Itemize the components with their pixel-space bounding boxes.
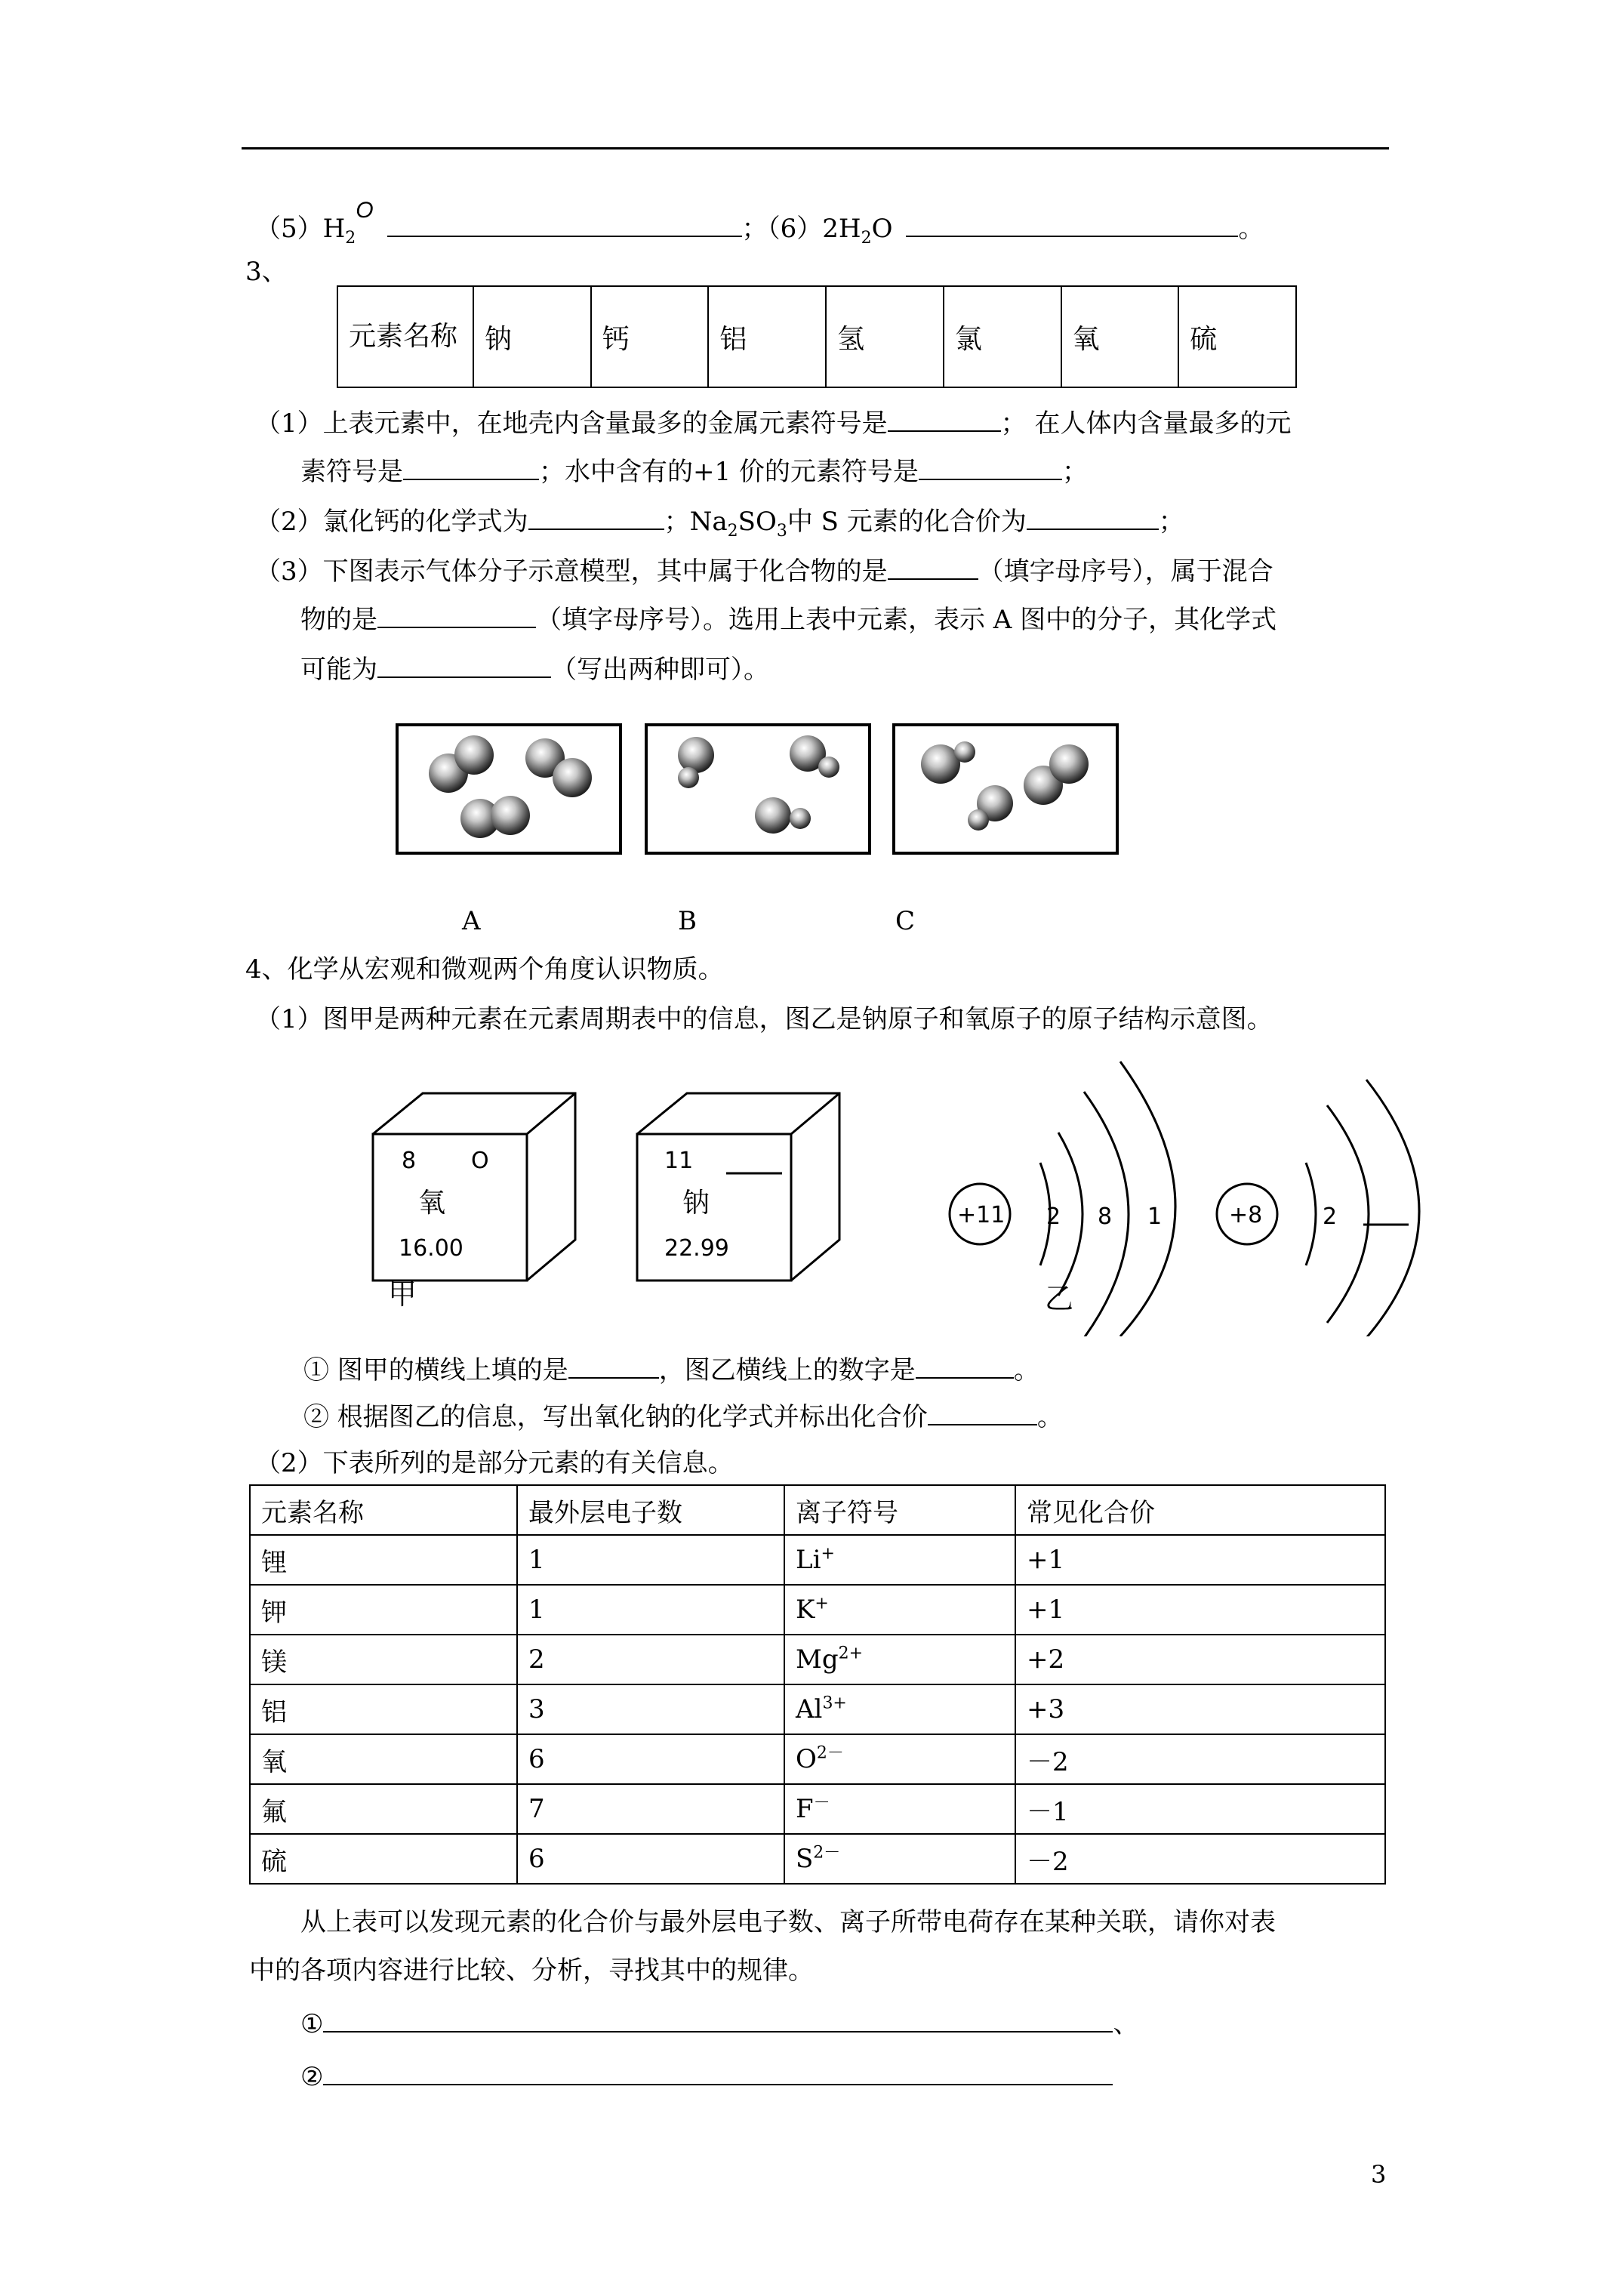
q3-part2: （2）氯化钙的化学式为 ；$Na_2SO_3$中 S 元素的化合价为 ；	[255, 507, 1184, 541]
q4-part1: （1）图甲是两种元素在元素周期表中的信息，图乙是钠原子和氧原子的原子结构示意图。	[255, 1004, 1273, 1034]
cell-ion: Li+	[784, 1535, 1015, 1585]
element-cell: 铝	[708, 286, 826, 387]
element-cell: 氯	[944, 286, 1061, 387]
cell-name: 钾	[250, 1585, 517, 1635]
cube-o-mass: 16.00	[399, 1235, 463, 1262]
table-row	[250, 1684, 1385, 1734]
element-cell: 氧	[1061, 286, 1179, 387]
cell-valence: －1	[1015, 1784, 1385, 1834]
analysis-paragraph-2: 中的各项内容进行比较、分析，寻找其中的规律。	[249, 1955, 814, 1986]
box-a	[397, 725, 621, 853]
o-nucleus: +8	[1229, 1202, 1263, 1228]
table-row	[250, 1535, 1385, 1585]
cell-valence: +1	[1015, 1585, 1385, 1635]
answer-line-1: ① 、	[300, 2009, 1139, 2039]
q3-part3-line2: 物的是 （填字母序号）。选用上表中元素，表示 A 图中的分子，其化学式	[300, 605, 1277, 635]
question-4-title: 4、化学从宏观和微观两个角度认识物质。	[245, 954, 724, 985]
na-shell-1: 2	[1046, 1203, 1061, 1230]
cell-valence: －2	[1015, 1834, 1385, 1884]
cell-name: 镁	[250, 1635, 517, 1684]
label-a: A	[462, 906, 481, 936]
na-nucleus: +11	[957, 1202, 1006, 1228]
q4-sub-1: ① 图甲的横线上填的是 ，图乙横线上的数字是 。	[303, 1355, 1039, 1385]
q3-part1-line1: （1）上表元素中，在地壳内含量最多的金属元素符号是 ； 在人体内含量最多的元	[255, 408, 1292, 439]
header-name: 元素名称	[250, 1485, 517, 1535]
cube-o-symbol: O	[471, 1148, 489, 1174]
q3-part1-line2: 素符号是 ；水中含有的+1 价的元素符号是 ；	[300, 457, 1088, 487]
cell-valence: －2	[1015, 1734, 1385, 1784]
element-cell: 硫	[1178, 286, 1296, 387]
cell-electrons: 3	[517, 1684, 784, 1734]
q3-part3-line1: （3）下图表示气体分子示意模型，其中属于化合物的是 （填字母序号），属于混合	[255, 556, 1273, 587]
na-shell-3: 1	[1147, 1203, 1163, 1230]
analysis-paragraph-1: 从上表可以发现元素的化合价与最外层电子数、离子所带电荷存在某种关联，请你对表	[300, 1907, 1276, 1937]
cube-o-number: 8	[402, 1148, 417, 1174]
question-5-6: $(5)H_2^O$；$(6)2H_2O$ 。	[255, 197, 1264, 248]
header-valence: 常见化合价	[1015, 1485, 1385, 1535]
cell-ion: F－	[784, 1784, 1015, 1834]
cell-ion: $Mg^{2+}$	[784, 1635, 1015, 1684]
question-3-number: 3、	[245, 257, 288, 287]
cube-o-name: 氧	[418, 1188, 446, 1219]
cell-electrons: 1	[517, 1535, 784, 1585]
cell-valence: +3	[1015, 1684, 1385, 1734]
label-c: C	[895, 906, 916, 936]
na-shell-2: 8	[1098, 1203, 1113, 1230]
cube-na-name: 钠	[682, 1188, 710, 1219]
molecule-models	[0, 0, 1623, 906]
q3-part3-line3: 可能为 （写出两种即可）。	[300, 655, 769, 685]
cell-electrons: 2	[517, 1635, 784, 1684]
header-electrons: 最外层电子数	[517, 1485, 784, 1535]
cell-electrons: 7	[517, 1784, 784, 1834]
element-cell: 钠	[473, 286, 591, 387]
table-row	[250, 1635, 1385, 1684]
cell-name: 锂	[250, 1535, 517, 1585]
box-c	[894, 725, 1117, 853]
structure-diagrams	[0, 1057, 1623, 1336]
element-table-header: 元素名称	[337, 286, 473, 387]
table-row	[250, 1784, 1385, 1834]
cell-name: 氟	[250, 1784, 517, 1834]
cell-ion: $O^{2-}$	[784, 1734, 1015, 1784]
cell-electrons: 6	[517, 1834, 784, 1884]
element-cell: 钙	[591, 286, 709, 387]
jia-label: 甲	[388, 1277, 417, 1311]
answer-line-2: ②	[300, 2061, 1113, 2092]
cell-ion: K+	[784, 1585, 1015, 1635]
o-shell-1: 2	[1323, 1203, 1338, 1230]
cell-ion: $Al^{3+}$	[784, 1684, 1015, 1734]
table-row	[250, 1734, 1385, 1784]
element-cell: 氢	[826, 286, 944, 387]
cell-electrons: 6	[517, 1734, 784, 1784]
q4-sub-2: ② 根据图乙的信息，写出氧化钠的化学式并标出化合价 。	[303, 1402, 1063, 1432]
table-row	[250, 1585, 1385, 1635]
yi-label: 乙	[1045, 1282, 1074, 1315]
cube-na-mass: 22.99	[664, 1235, 729, 1262]
table-header-row	[250, 1485, 1385, 1535]
page-number: 3	[1371, 2160, 1387, 2189]
cell-valence: +2	[1015, 1635, 1385, 1684]
table-row	[250, 1834, 1385, 1884]
label-b: B	[678, 906, 697, 936]
cell-name: 铝	[250, 1684, 517, 1734]
cell-electrons: 1	[517, 1585, 784, 1635]
cell-valence: +1	[1015, 1535, 1385, 1585]
cell-ion: $S^{2-}$	[784, 1834, 1015, 1884]
cell-name: 硫	[250, 1834, 517, 1884]
cell-name: 氧	[250, 1734, 517, 1784]
q4-part2: （2）下表所列的是部分元素的有关信息。	[255, 1448, 734, 1478]
element-info-table	[249, 1484, 1386, 1885]
header-ion: 离子符号	[784, 1485, 1015, 1535]
cube-na-number: 11	[664, 1148, 694, 1174]
box-b	[646, 725, 870, 853]
